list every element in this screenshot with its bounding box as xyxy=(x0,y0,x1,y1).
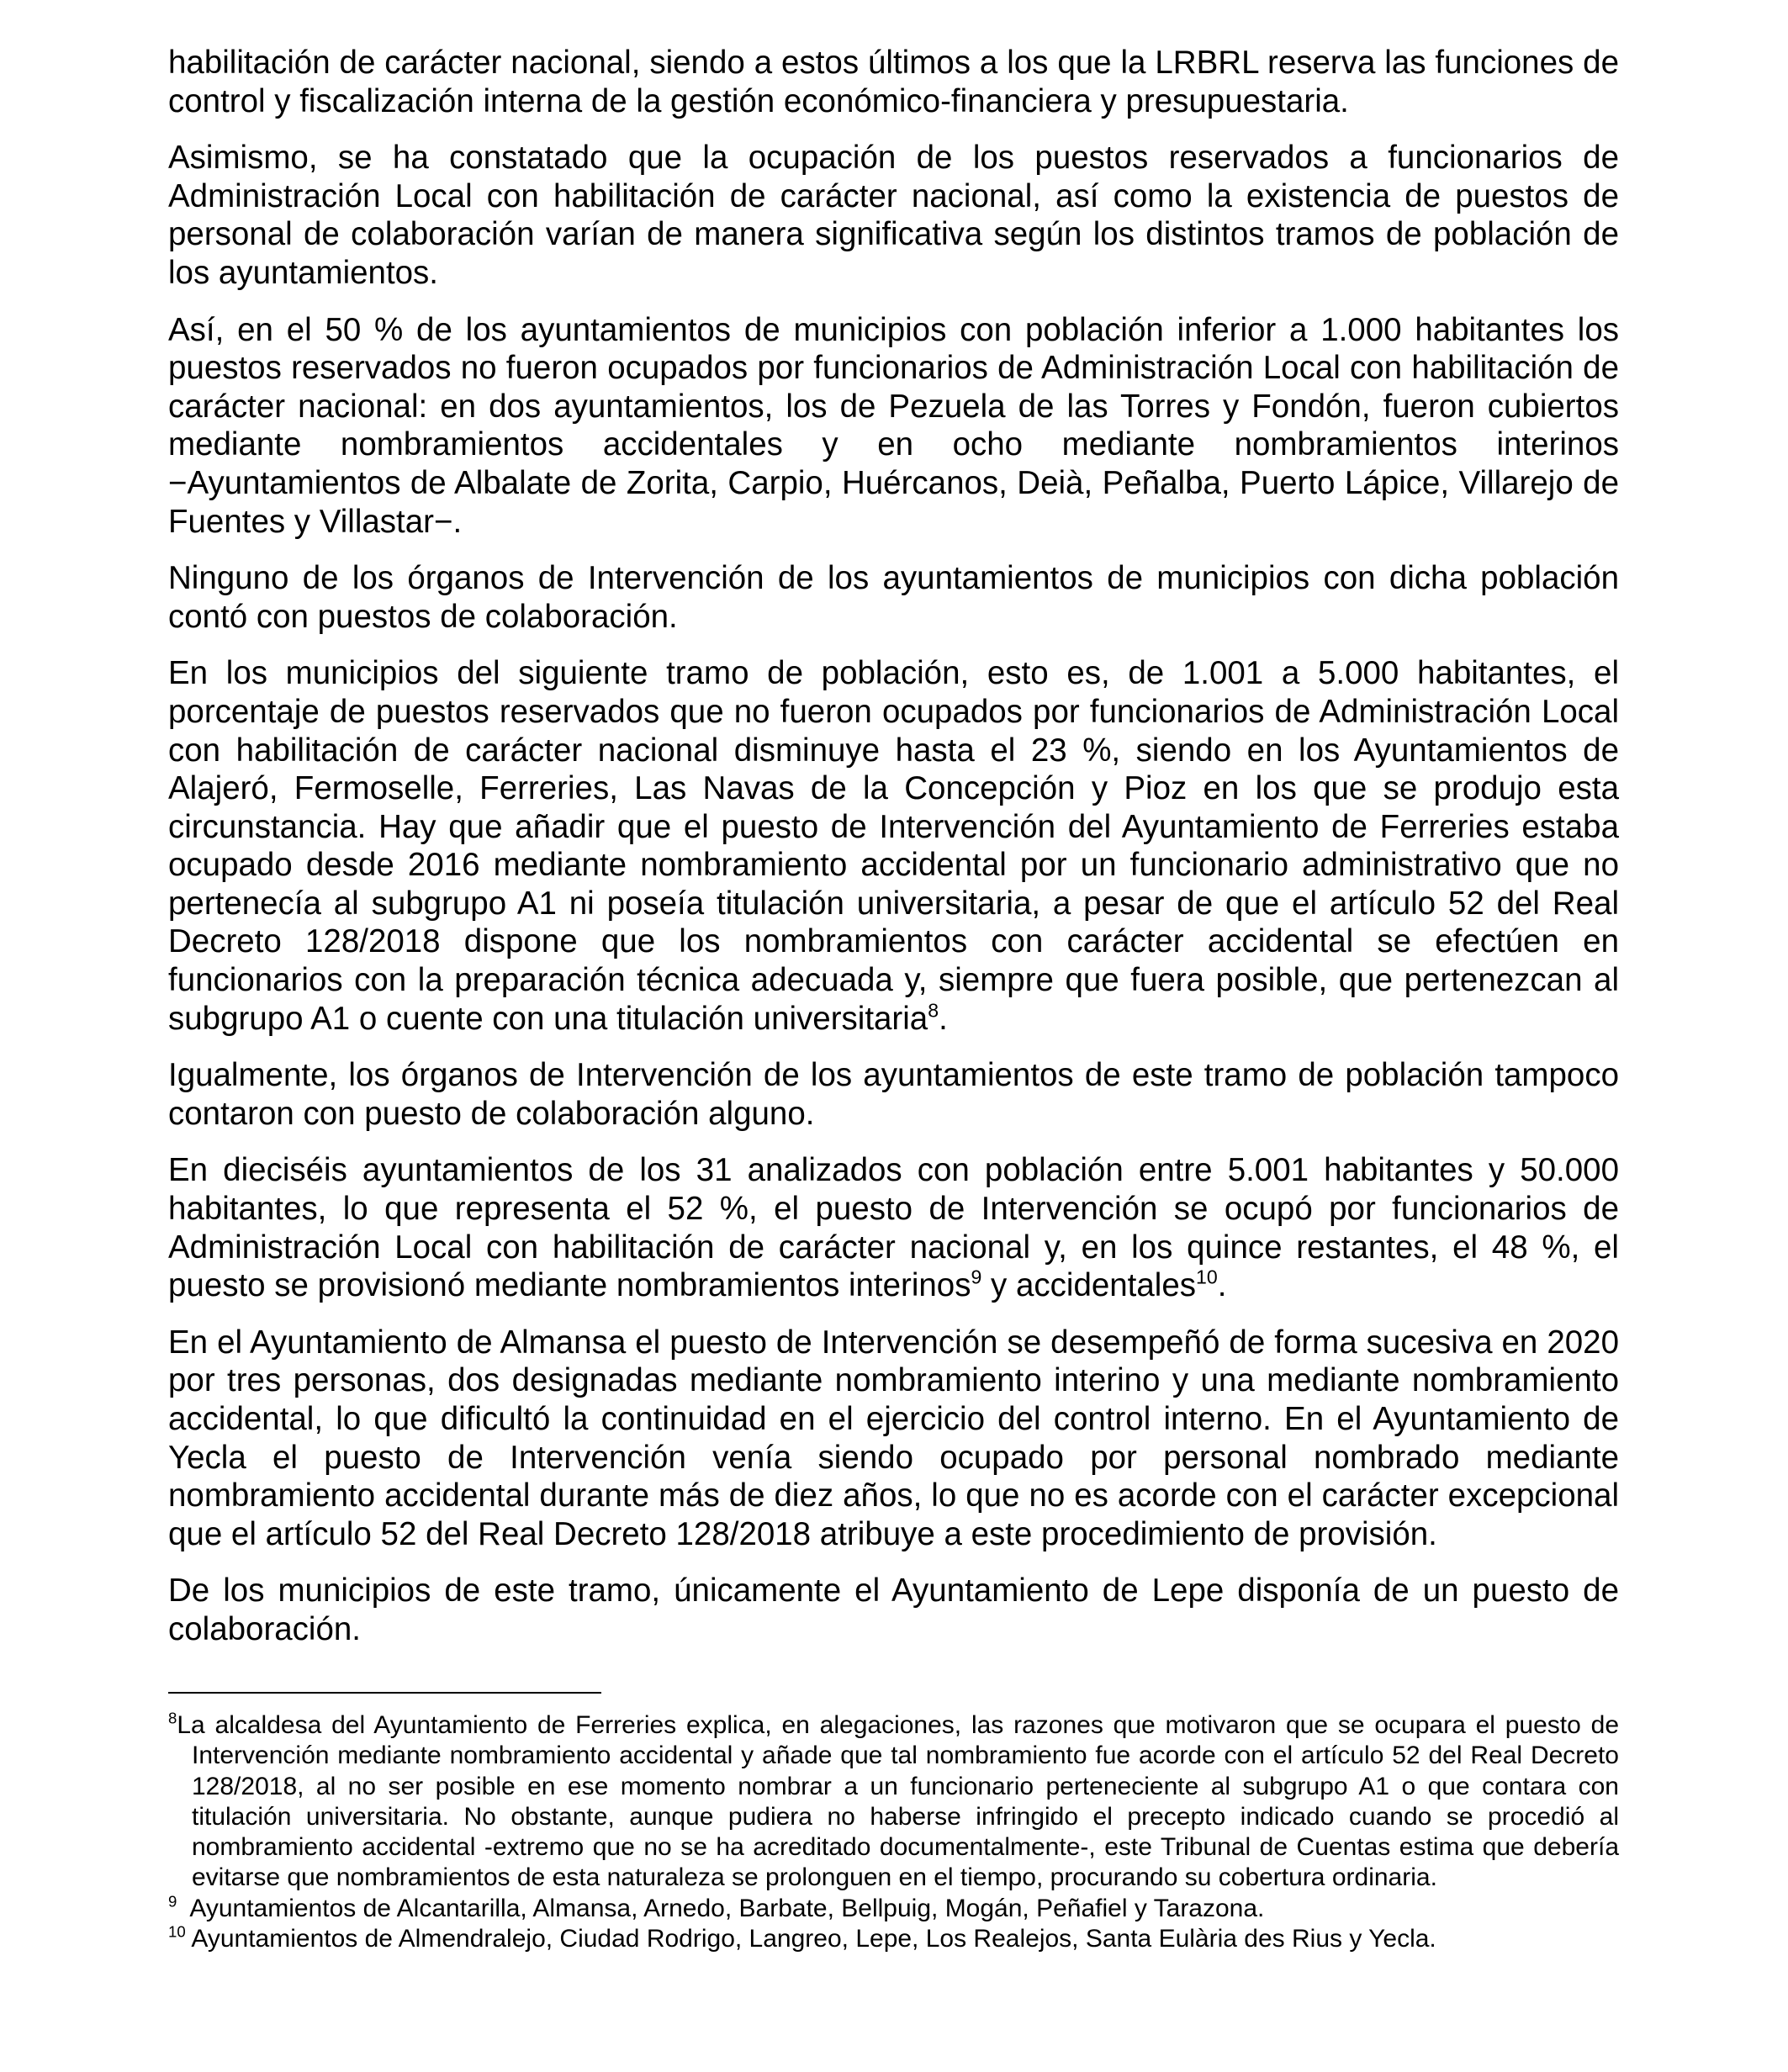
footnote-10 xyxy=(168,1924,1619,1954)
paragraph-2: Asimismo, se ha constatado que la ocupación de los puestos reservados a funcionarios de Administración Local con habilitación de carácter nacional, así como la existencia de puestos de personal de colaboración varían de manera significativa según los distintos tramos de población de los ayuntamientos. xyxy=(168,140,1619,291)
paragraph-4: Ninguno de los órganos de Intervención de los ayuntamientos de municipios con dicha población contó con puestos de colaboración. xyxy=(168,560,1619,635)
paragraph-5-period: . xyxy=(939,1000,948,1037)
paragraph-7 xyxy=(168,1151,1619,1304)
footnote-10-text: Ayuntamientos de Almendralejo, Ciudad Rodrigo, Langreo, Lepe, Los Realejos, Santa Eulària des Rius y Yecla. xyxy=(191,1925,1436,1953)
footnote-ref-8[interactable]: 8 xyxy=(928,999,939,1022)
footnote-ref-10[interactable]: 10 xyxy=(1196,1266,1218,1288)
footnote-9-text: Ayuntamientos de Alcantarilla, Almansa, Arnedo, Barbate, Bellpuig, Mogán, Peñafiel y Tarazona. xyxy=(189,1894,1265,1922)
footnote-9 xyxy=(168,1894,1619,1924)
footnote-8-text: La alcaldesa del Ayuntamiento de Ferreries explica, en alegaciones, las razones que motivaron que se ocupara el puesto de Intervención mediante nombramiento accidental y añade que tal nombramiento fue acorde con el artículo 52 del Real Decreto 128/2018, al no ser posible en ese momento nombrar a un funcionario perteneciente al subgrupo A1 o que contara con titulación universitaria. No obstante, aunque pudiera no haberse infringido el precepto indicado cuando se procedió al nombramiento accidental -extremo que no se ha acreditado documentalmente-, este Tribunal de Cuentas estima que debería evitarse que nombramientos de esta naturaleza se prolonguen en el tiempo, procurando su cobertura ordinaria. xyxy=(177,1711,1619,1892)
paragraph-5-text: En los municipios del siguiente tramo de población, esto es, de 1.001 a 5.000 habitantes, el porcentaje de puestos reservados que no fueron ocupados por funcionarios de Administración Local con habilitación de carácter nacional disminuye hasta el 23 %, siendo en los Ayuntamientos de Alajeró, Fermoselle, Ferreries, Las Navas de la Concepción y Pioz en los que se produjo esta circunstancia. Hay que añadir que el puesto de Intervención del Ayuntamiento de Ferreries estaba ocupado desde 2016 mediante nombramiento accidental por un funcionario administrativo que no pertenecía al subgrupo A1 ni poseía titulación universitaria, a pesar de que el artículo 52 del Real Decreto 128/2018 dispone que los nombramientos con carácter accidental se efectúen en funcionarios con la preparación técnica adecuada y, siempre que fuera posible, que pertenezcan al subgrupo A1 o cuente con una titulación universitaria xyxy=(168,655,1619,1037)
footnote-8-number: 8 xyxy=(168,1709,177,1727)
document-body xyxy=(168,44,1619,1668)
footnote-10-number: 10 xyxy=(168,1922,186,1941)
paragraph-7-period: . xyxy=(1217,1267,1227,1304)
paragraph-1: habilitación de carácter nacional, siendo a estos últimos a los que la LRBRL reserva las funciones de control y fiscalización interna de la gestión económico-financiera y presupuestaria. xyxy=(168,45,1619,119)
footnote-8 xyxy=(168,1710,1619,1894)
footnote-separator xyxy=(168,1692,601,1694)
footnote-ref-9[interactable]: 9 xyxy=(971,1266,982,1288)
paragraph-8: En el Ayuntamiento de Almansa el puesto de Intervención se desempeñó de forma sucesiva en 2020 por tres personas, dos designadas mediante nombramiento interino y una mediante nombramiento accidental, lo que dificultó la continuidad en el ejercicio del control interno. En el Ayuntamiento de Yecla el puesto de Intervención venía siendo ocupado por personal nombrado mediante nombramiento accidental durante más de diez años, lo que no es acorde con el carácter excepcional que el artículo 52 del Real Decreto 128/2018 atribuye a este procedimiento de provisión. xyxy=(168,1324,1619,1552)
paragraph-5 xyxy=(168,654,1619,1038)
paragraph-9: De los municipios de este tramo, únicamente el Ayuntamiento de Lepe disponía de un puesto de colaboración. xyxy=(168,1572,1619,1647)
paragraph-7-text: En dieciséis ayuntamientos de los 31 analizados con población entre 5.001 habitantes y 50.000 habitantes, lo que representa el 52 %, el puesto de Intervención se ocupó por funcionarios de Administración Local con habilitación de carácter nacional y, en los quince restantes, el 48 %, el puesto se provisionó mediante nombramientos interinos xyxy=(168,1152,1619,1304)
paragraph-6: Igualmente, los órganos de Intervención de los ayuntamientos de este tramo de población tampoco contaron con puesto de colaboración alguno. xyxy=(168,1057,1619,1132)
paragraph-7-tail: y accidentales xyxy=(991,1267,1197,1304)
footnotes xyxy=(168,1710,1619,1954)
footnote-9-number: 9 xyxy=(168,1892,177,1911)
paragraph-3: Así, en el 50 % de los ayuntamientos de municipios con población inferior a 1.000 habitantes los puestos reservados no fueron ocupados por funcionarios de Administración Local con habilitación de carácter nacional: en dos ayuntamientos, los de Pezuela de las Torres y Fondón, fueron cubiertos mediante nombramientos accidentales y en ocho mediante nombramientos interinos −Ayuntamientos de Albalate de Zorita, Carpio, Huércanos, Deià, Peñalba, Puerto Lápice, Villarejo de Fuentes y Villastar−. xyxy=(168,311,1619,540)
